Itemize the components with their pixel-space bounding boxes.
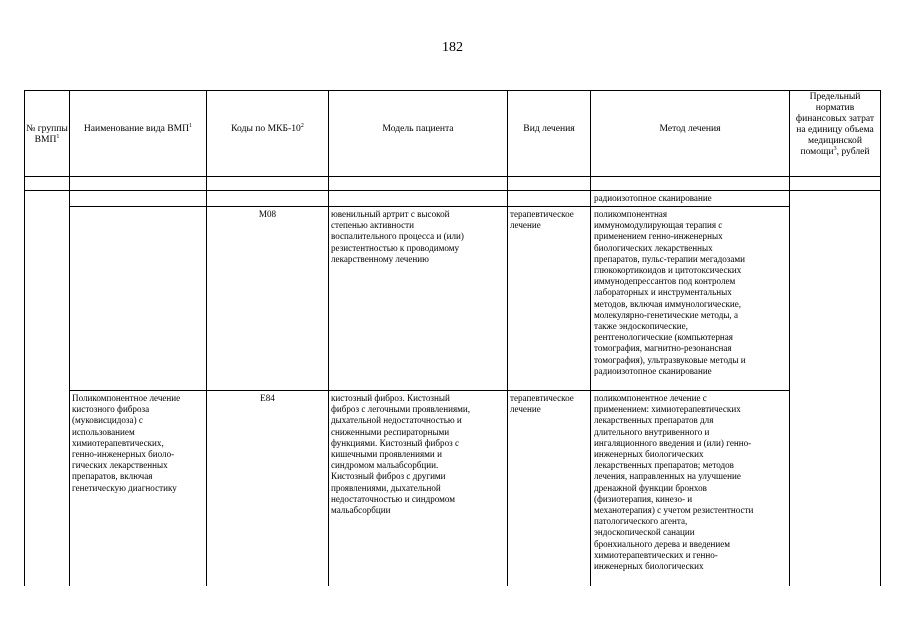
header-group: № группы ВМП$^1$ (26, 122, 68, 145)
header-type: Вид лечения (523, 123, 575, 134)
row-1-code: M08 (258, 209, 277, 219)
page-number: 182 (442, 40, 463, 55)
header-model: Модель пациента (382, 123, 454, 134)
row-1-model: ювенильный артрит с высокой степенью активности воспалительного процесса и (или) резистентностью к проводимому лекарственному лечению (331, 209, 464, 264)
row-1-type: терапевтическое лечение (510, 209, 574, 231)
row-2-model: кистозный фиброз. Кистозный фиброз с легочными проявлениями, дыхательной недостаточностью и сниженными респираторными функциями. Кистозный фиброз с кишечными проявлениями и синдромом мальабсорбции. Кистозный фиброз с другими проявлениями, дыхательной недостаточностью и синдромом мальабсорбции (331, 393, 471, 516)
row-2-name: Поликомпонентное лечение кистозного фиброза (муковисцидоза) с использованием химиотерапевтических, генно-инженерных биоло- гических лекарственных препаратов, включая генетическую диагностику (72, 393, 181, 493)
row-2-method: поликомпонентное лечение с применением: химиотерапевтических лекарственных препаратов для длительного внутривенного и ингаляционного введения и (или) генно- инженерных биологических лекарственных препаратов; методов лечения, направленных на улучшение дренажной функции бронхов (физиотерапия, кинезо- и механотерапия) с учетом резистентности патологического агента, эндоскопической санации бронхиального дерева и введением химиотерапевтических и генно- инженерных биологических (594, 393, 754, 572)
row-2-code: E84 (260, 393, 275, 403)
header-codes: Коды по МКБ-$10^2$ (231, 122, 304, 134)
header-norm: Предельный норматив финансовых затрат на единицу объема медицинской помощи$^3$, рублей (795, 91, 875, 157)
header-method: Метод лечения (659, 123, 721, 134)
row-0-method: радиоизотопное сканирование (594, 193, 712, 203)
header-name: Наименование вида ВМП$^1$ (83, 122, 193, 134)
row-1-method: поликомпонентная иммуномодулирующая терапия с применением генно-инженерных биологических лекарственных препаратов, пульс-терапии мегадозами глюкокортикоидов и цитотоксических иммунодепрессантов под контролем лабораторных и инструментальных методов, включая иммунологические, молекулярно-генетические методы, а также эндоскопические, рентгенологические (компьютерная томография, магнитно-резонансная томография), ультразвуковые методы и радиоизотопное сканирование (594, 209, 746, 376)
row-2-type: терапевтическое лечение (510, 393, 574, 415)
